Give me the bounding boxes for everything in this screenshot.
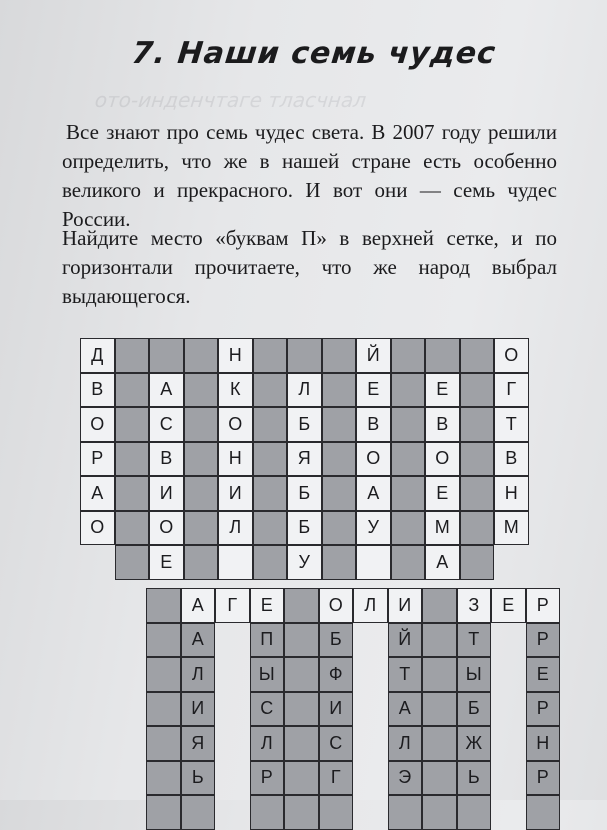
grid-cell xyxy=(391,476,426,511)
grid-cell xyxy=(391,442,426,477)
grid-cell xyxy=(149,338,184,373)
grid-cell xyxy=(353,795,388,830)
grid-cell xyxy=(391,338,426,373)
grid-cell xyxy=(215,761,250,796)
grid-cell xyxy=(391,511,426,546)
grid-cell xyxy=(215,795,250,830)
grid-cell xyxy=(146,726,181,761)
grid-cell xyxy=(460,407,495,442)
grid-cell: Б xyxy=(287,511,322,546)
grid-cell xyxy=(215,726,250,761)
grid-cell xyxy=(491,761,526,796)
grid-cell xyxy=(422,726,457,761)
grid-cell xyxy=(322,373,357,408)
grid-cell: Ф xyxy=(319,657,354,692)
grid-cell: Е xyxy=(250,588,285,623)
grid-cell: А xyxy=(181,588,216,623)
grid-cell: О xyxy=(319,588,354,623)
grid-cell: Е xyxy=(526,657,561,692)
grid-cell xyxy=(181,795,216,830)
grid-cell: Г xyxy=(494,373,529,408)
grid-cell: В xyxy=(425,407,460,442)
grid-cell: Й xyxy=(356,338,391,373)
grid-cell xyxy=(353,657,388,692)
task-paragraph: Найдите место «буквам П» в верхней сетке, и по горизонтали прочитаете, что же народ выбрал выдающегося. xyxy=(62,226,557,308)
grid-cell xyxy=(146,588,181,623)
grid-cell xyxy=(460,373,495,408)
grid-cell xyxy=(422,657,457,692)
grid-cell: П xyxy=(250,623,285,658)
grid-cell xyxy=(322,442,357,477)
grid-cell xyxy=(146,795,181,830)
grid-cell xyxy=(322,511,357,546)
grid-cell: А xyxy=(425,545,460,580)
grid-cell xyxy=(253,476,288,511)
grid-cell: Л xyxy=(181,657,216,692)
grid-cell xyxy=(184,407,219,442)
grid-cell: Д xyxy=(80,338,115,373)
grid-cell: А xyxy=(80,476,115,511)
grid-cell xyxy=(391,545,426,580)
grid-cell xyxy=(215,623,250,658)
grid-cell: Ь xyxy=(181,761,216,796)
grid-cell: В xyxy=(80,373,115,408)
grid-cell: И xyxy=(149,476,184,511)
grid-cell xyxy=(353,726,388,761)
grid-cell xyxy=(460,442,495,477)
grid-cell: И xyxy=(218,476,253,511)
grid-cell: Г xyxy=(215,588,250,623)
grid-cell xyxy=(215,692,250,727)
grid-cell: Б xyxy=(287,476,322,511)
grid-cell xyxy=(253,373,288,408)
grid-cell: Ы xyxy=(250,657,285,692)
grid-cell: Р xyxy=(526,761,561,796)
grid-cell: К xyxy=(218,373,253,408)
grid-cell: Ж xyxy=(457,726,492,761)
grid-cell xyxy=(460,545,495,580)
grid-cell: Р xyxy=(250,761,285,796)
grid-cell: Л xyxy=(353,588,388,623)
grid-cell: Т xyxy=(388,657,423,692)
grid-cell: Р xyxy=(80,442,115,477)
grid-cell: С xyxy=(250,692,285,727)
grid-cell: А xyxy=(181,623,216,658)
grid-cell xyxy=(391,407,426,442)
grid-cell xyxy=(422,795,457,830)
grid-cell: Л xyxy=(388,726,423,761)
grid-cell: Н xyxy=(218,338,253,373)
grid-cell xyxy=(146,692,181,727)
grid-cell: В xyxy=(494,442,529,477)
grid-cell xyxy=(184,545,219,580)
grid-cell xyxy=(284,726,319,761)
grid-cell: М xyxy=(494,511,529,546)
grid-cell xyxy=(287,338,322,373)
grid-cell xyxy=(322,338,357,373)
grid-cell: Н xyxy=(494,476,529,511)
grid-cell xyxy=(425,338,460,373)
grid-cell: О xyxy=(356,442,391,477)
grid-cell xyxy=(253,407,288,442)
grid-cell: Ь xyxy=(457,761,492,796)
grid-cell xyxy=(422,623,457,658)
grid-cell xyxy=(284,692,319,727)
page-title: 7. Наши семь чудес xyxy=(130,36,498,71)
grid-cell xyxy=(284,795,319,830)
grid-cell: А xyxy=(388,692,423,727)
grid-cell: Е xyxy=(425,476,460,511)
grid-cell: Т xyxy=(494,407,529,442)
grid-cell xyxy=(184,476,219,511)
grid-cell xyxy=(80,545,115,580)
grid-cell xyxy=(322,407,357,442)
grid-cell: С xyxy=(319,726,354,761)
grid-cell xyxy=(146,657,181,692)
grid-cell: В xyxy=(356,407,391,442)
grid-cell xyxy=(284,657,319,692)
grid-cell: Б xyxy=(457,692,492,727)
bleed-through-text: ото-инденчтаге тласчнал xyxy=(93,88,368,112)
grid-cell xyxy=(494,545,529,580)
grid-cell xyxy=(284,761,319,796)
grid-cell xyxy=(115,476,150,511)
grid-cell xyxy=(284,623,319,658)
grid-cell: Е xyxy=(356,373,391,408)
grid-cell xyxy=(253,442,288,477)
grid-cell xyxy=(115,338,150,373)
grid-cell xyxy=(250,795,285,830)
grid-cell: Я xyxy=(287,442,322,477)
grid-cell xyxy=(284,588,319,623)
grid-cell xyxy=(253,338,288,373)
grid-cell: Ы xyxy=(457,657,492,692)
grid-cell: М xyxy=(425,511,460,546)
grid-cell: О xyxy=(80,407,115,442)
grid-cell: Б xyxy=(319,623,354,658)
grid-cell: О xyxy=(494,338,529,373)
grid-cell xyxy=(322,545,357,580)
grid-cell: Л xyxy=(218,511,253,546)
grid-cell: Р xyxy=(526,692,561,727)
grid-cell: Л xyxy=(287,373,322,408)
grid-cell xyxy=(184,442,219,477)
grid-cell xyxy=(184,373,219,408)
grid-cell: Т xyxy=(457,623,492,658)
grid-cell xyxy=(253,511,288,546)
grid-cell xyxy=(491,623,526,658)
intro-paragraph: Все знают про семь чудес света. В 2007 году решили определить, что же в нашей стране есть особенно великого и прекрасного. И вот они — семь чудес России. xyxy=(62,120,557,231)
grid-cell: Е xyxy=(425,373,460,408)
grid-cell: Л xyxy=(250,726,285,761)
grid-cell xyxy=(115,511,150,546)
grid-cell xyxy=(253,545,288,580)
grid-cell xyxy=(146,623,181,658)
grid-cell xyxy=(422,692,457,727)
grid-cell xyxy=(184,511,219,546)
grid-cell: А xyxy=(149,373,184,408)
grid-cell: О xyxy=(425,442,460,477)
grid-cell xyxy=(115,545,150,580)
grid-cell: Я xyxy=(181,726,216,761)
grid-cell: И xyxy=(181,692,216,727)
grid-cell xyxy=(115,373,150,408)
grid-cell xyxy=(457,795,492,830)
grid-cell xyxy=(491,692,526,727)
grid-cell xyxy=(353,623,388,658)
grid-cell xyxy=(215,657,250,692)
grid-cell xyxy=(115,407,150,442)
grid-cell xyxy=(218,545,253,580)
grid-cell: О xyxy=(80,511,115,546)
grid-cell xyxy=(184,338,219,373)
grid-cell: О xyxy=(149,511,184,546)
grid-cell: У xyxy=(287,545,322,580)
grid-cell xyxy=(460,338,495,373)
grid-cell: Р xyxy=(526,623,561,658)
grid-cell xyxy=(356,545,391,580)
grid-cell xyxy=(319,795,354,830)
grid-cell: О xyxy=(218,407,253,442)
grid-cell: И xyxy=(388,588,423,623)
grid-cell: С xyxy=(149,407,184,442)
grid-cell: Б xyxy=(287,407,322,442)
grid-cell: В xyxy=(149,442,184,477)
grid-cell xyxy=(322,476,357,511)
grid-cell: Н xyxy=(218,442,253,477)
grid-cell xyxy=(422,761,457,796)
grid-cell: Р xyxy=(526,588,561,623)
grid-cell: И xyxy=(319,692,354,727)
grid-cell: Э xyxy=(388,761,423,796)
grid-cell xyxy=(388,795,423,830)
grid-cell xyxy=(491,657,526,692)
grid-cell xyxy=(146,761,181,796)
grid-cell xyxy=(491,795,526,830)
grid-cell: Г xyxy=(319,761,354,796)
grid-cell xyxy=(460,476,495,511)
grid-cell xyxy=(422,588,457,623)
grid-cell: Й xyxy=(388,623,423,658)
grid-cell: Е xyxy=(491,588,526,623)
grid-cell xyxy=(460,511,495,546)
grid-cell xyxy=(115,442,150,477)
grid-cell xyxy=(353,761,388,796)
grid-cell xyxy=(526,795,561,830)
grid-cell: А xyxy=(356,476,391,511)
grid-cell: Н xyxy=(526,726,561,761)
grid-cell: Е xyxy=(149,545,184,580)
grid-cell: У xyxy=(356,511,391,546)
grid-cell xyxy=(491,726,526,761)
grid-cell xyxy=(353,692,388,727)
grid-cell: З xyxy=(457,588,492,623)
grid-cell xyxy=(391,373,426,408)
